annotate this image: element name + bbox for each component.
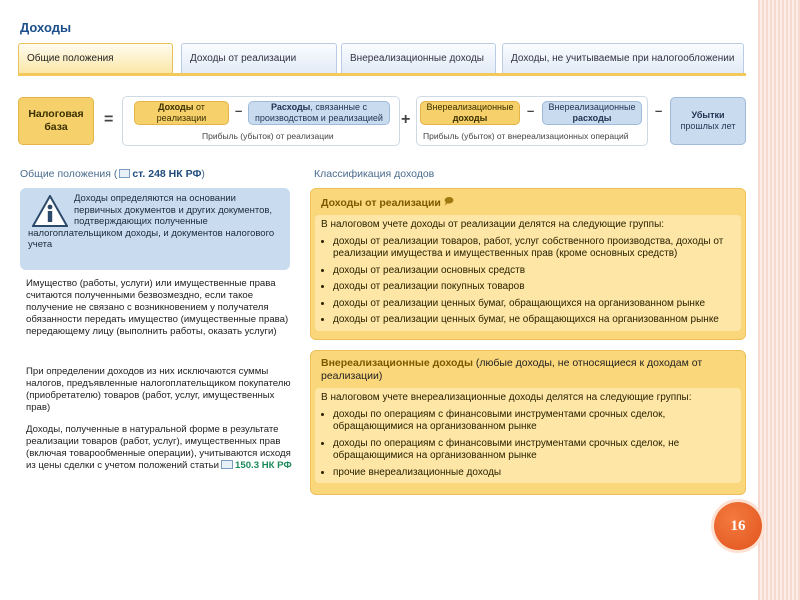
list-item: • доходы от реализации товаров, работ, услуг собственного производства, доходы от реализации имущества и имущественных прав (кроме основных средств) [333, 236, 735, 261]
info-box [20, 188, 290, 270]
nonop-expenses-box [542, 101, 642, 125]
tax-base-formula [18, 93, 746, 153]
losses-rest: прошлых лет [680, 121, 736, 131]
nonop-income-title-rest: (любые доходы, не относящиеся к доходам от реализации) [321, 357, 703, 382]
general-heading-prefix: Общие положения ( [20, 168, 118, 180]
plus-sign: + [401, 111, 411, 128]
sales-profit-label: Прибыль (убыток) от реализации [202, 131, 334, 141]
tab-nontaxable-income[interactable]: Доходы, не учитываемые при налогообложении [502, 43, 744, 73]
general-section-heading [20, 168, 205, 180]
sales-income-intro: В налоговом учете доходы от реализации делятся на следующие группы: [321, 219, 665, 230]
sales-income-panel-title [311, 189, 745, 210]
general-heading-suffix: ) [201, 168, 205, 180]
info-icon [32, 195, 68, 227]
list-item: • доходы от реализации покупных товаров [333, 281, 735, 294]
tab-bar [18, 42, 746, 76]
expenses-box [248, 101, 390, 125]
nonop-income-panel-title [311, 351, 745, 383]
sales-income-groups [315, 215, 741, 331]
sales-income-box [134, 101, 229, 125]
tax-base-box [18, 97, 94, 145]
losses-bold: Убытки [691, 110, 725, 120]
sales-income-rest: от реализации [156, 102, 207, 123]
comment-icon[interactable]: 🗩 [443, 196, 454, 206]
page-number-badge: 16 [714, 502, 762, 550]
tab-general[interactable]: Общие положения [18, 43, 173, 73]
article-150-3-link[interactable]: 150.3 НК РФ [235, 460, 292, 471]
in-kind-text: Доходы, полученные в натуральной форме в результате реализации товаров (работ, услуг), имущественных прав (включая товарообменные операции), учитываются исходя из цены сделки с учетом положений статьи [26, 424, 291, 471]
document-icon [221, 460, 233, 469]
paragraph-tax-exclusion: При определении доходов из них исключаются суммы налогов, предъявленные налогоплательщиком покупателю (приобретателю) товаров (работ, услуг, имущественных прав) [26, 366, 291, 413]
sales-income-title: Доходы от реализации [321, 197, 441, 209]
list-item: • доходы по операциям с финансовыми инструментами срочных сделок, обращающимися на организованном рынке [333, 409, 735, 434]
minus-sign-1: – [235, 103, 243, 118]
expenses-bold: Расходы [271, 102, 311, 112]
page-title: Доходы [20, 20, 72, 35]
nonop-income-groups [315, 388, 741, 483]
tab-nonoperating-income[interactable]: Внереализационные доходы [341, 43, 496, 73]
nonop-income-bold: доходы [452, 113, 488, 123]
nonop-income-title: Внереализационные доходы [321, 357, 473, 369]
minus-sign-3: – [655, 103, 663, 118]
nonop-expenses-bold: расходы [572, 113, 612, 123]
article-248-link[interactable]: ст. 248 НК РФ [132, 168, 202, 180]
paragraph-free-receipt: Имущество (работы, услуги) или имущественные права считаются полученными безвозмездно, если такое получение не связано с возникновением у получателя обязанности передать имущество (имущественные права) передающему лицу (выполнить работы, оказать услуги) [26, 278, 289, 337]
nonop-profit-label: Прибыль (убыток) от внереализационных операций [423, 131, 629, 141]
list-item: • прочие внереализационные доходы [333, 467, 735, 480]
losses-box [670, 97, 746, 145]
list-item: • доходы от реализации ценных бумаг, не обращающихся на организованном рынке [333, 314, 735, 327]
list-item: • доходы по операциям с финансовыми инструментами срочных сделок, не обращающимися на организованном рынке [333, 438, 735, 463]
paragraph-in-kind-income [26, 424, 294, 472]
sales-income-bold: Доходы [158, 102, 194, 112]
nonop-expenses-rest: Внереализационные [548, 102, 636, 112]
nonop-income-box [420, 101, 520, 125]
minus-sign-2: – [527, 103, 535, 118]
equals-sign: = [104, 111, 114, 128]
list-item: • доходы от реализации ценных бумаг, обращающихся на организованном рынке [333, 298, 735, 311]
info-text: Доходы определяются на основании первичных документов и других документов, подтверждающих полученные налогоплательщиком доходы, и документов налогового учета [28, 193, 275, 250]
tab-sales-income[interactable]: Доходы от реализации [181, 43, 337, 73]
nonop-income-rest: Внереализационные [426, 102, 514, 112]
classification-heading: Классификация доходов [314, 168, 435, 180]
tax-base-label: Налоговая база [28, 108, 84, 133]
nonop-income-intro: В налоговом учете внереализационные доходы делятся на следующие группы: [321, 392, 692, 403]
nonop-income-panel [310, 350, 746, 495]
list-item: • доходы от реализации основных средств [333, 265, 735, 278]
expenses-rest: , связанные с производством и реализацией [255, 102, 383, 123]
sales-income-panel [310, 188, 746, 340]
decorative-stripe [758, 0, 800, 600]
document-icon [119, 169, 130, 178]
